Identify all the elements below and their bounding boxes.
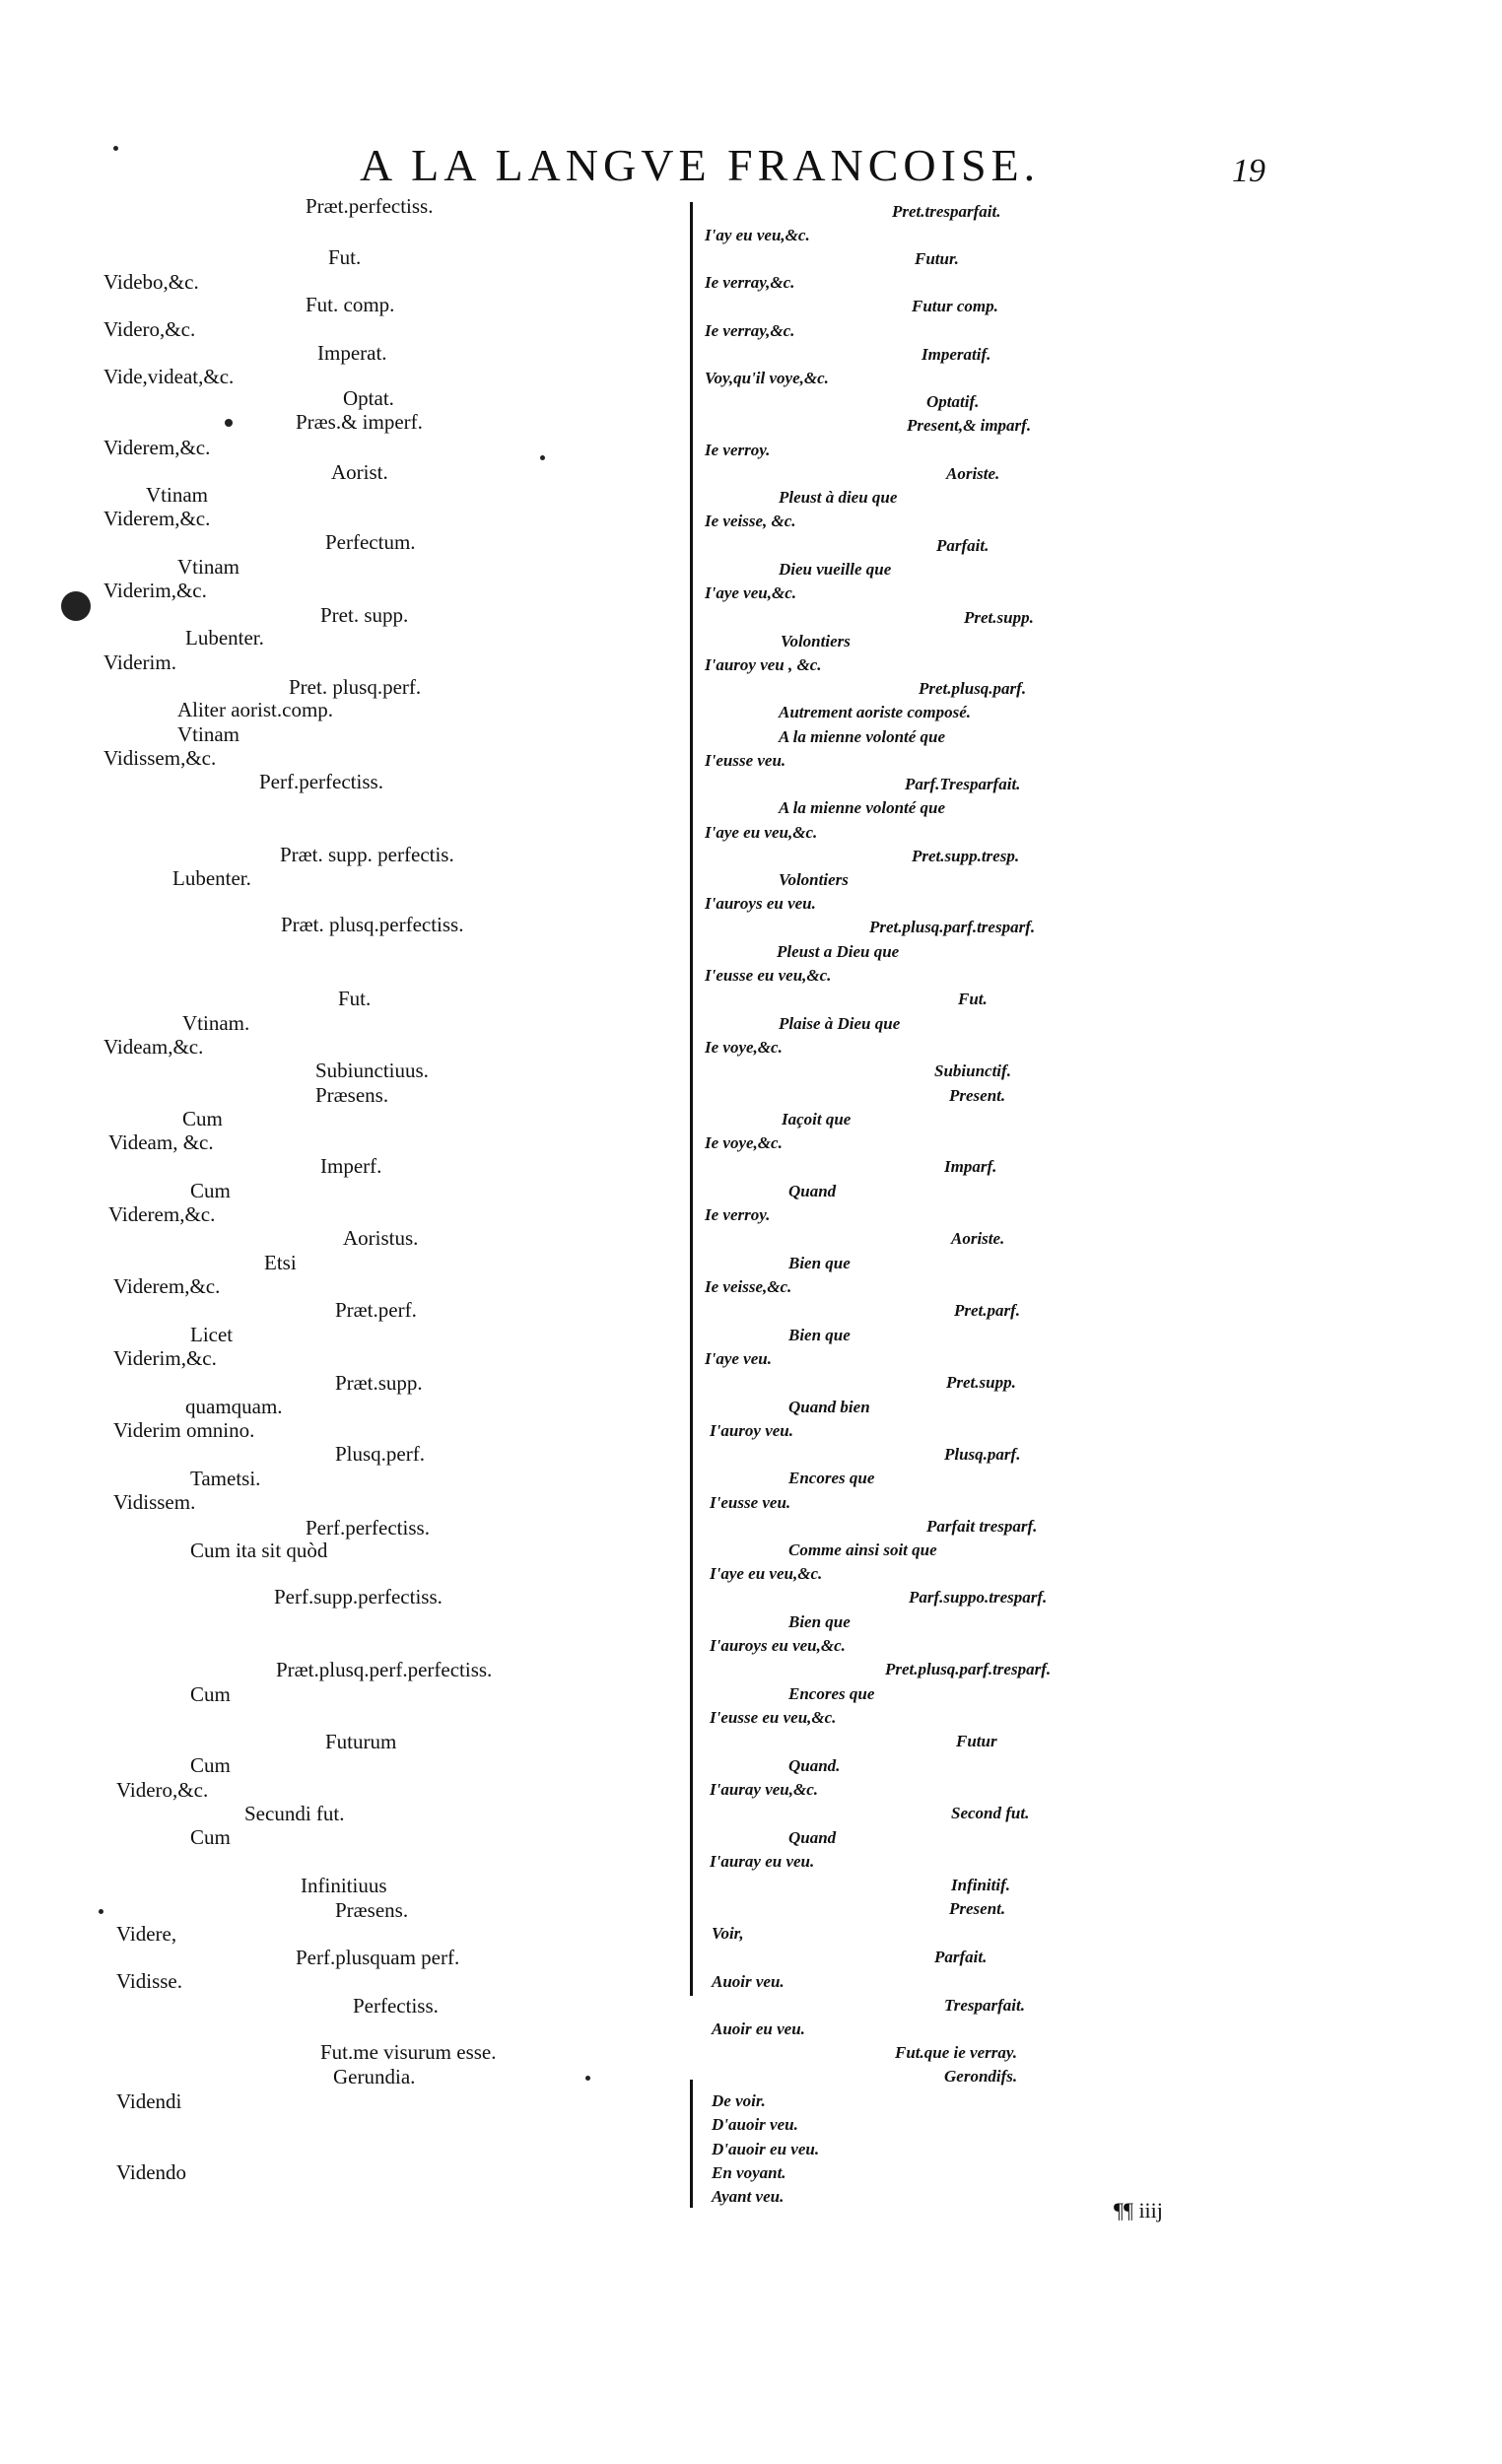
french-tense-heading: Tresparfait. [944, 1996, 1026, 2015]
latin-verb-form: Videre, [116, 1922, 177, 1946]
french-verb-form: I'auray eu veu. [710, 1852, 815, 1871]
french-tense-heading: Imperatif. [922, 345, 991, 364]
latin-verb-form: Vidissem. [113, 1490, 196, 1514]
french-verb-form: De voir. [712, 2091, 766, 2110]
french-verb-form: I'auroys eu veu. [705, 894, 816, 913]
latin-tense-heading: Fut. comp. [306, 293, 395, 316]
latin-verb-form: Viderim,&c. [103, 579, 207, 602]
french-tense-heading: Fut. [958, 990, 988, 1008]
french-verb-form: Ie verray,&c. [705, 321, 795, 340]
french-verb-form: A la mienne volonté que [779, 727, 946, 746]
french-tense-heading: Optatif. [926, 392, 980, 411]
french-verb-form: Volontiers [781, 632, 851, 650]
french-verb-form: Dieu vueille que [779, 560, 892, 579]
latin-verb-form: Vtinam [146, 483, 208, 507]
latin-tense-heading: Perfectum. [325, 530, 416, 554]
latin-tense-heading: Præsens. [315, 1083, 389, 1107]
french-tense-heading: Infinitif. [951, 1876, 1010, 1894]
french-verb-form: I'aye eu veu,&c. [710, 1564, 823, 1583]
french-tense-heading: Aoriste. [946, 464, 1000, 483]
latin-verb-form: Videbo,&c. [103, 270, 199, 294]
latin-tense-heading: Imperf. [320, 1154, 382, 1178]
french-verb-form: Ie verray,&c. [705, 273, 795, 292]
french-verb-form: I'eusse eu veu,&c. [705, 966, 832, 985]
french-tense-heading: Present. [949, 1086, 1006, 1105]
french-tense-heading: Pret.supp.tresp. [912, 847, 1020, 865]
latin-verb-form: quamquam. [185, 1395, 283, 1418]
french-verb-form: Ie voye,&c. [705, 1038, 783, 1057]
latin-tense-heading: Infinitiuus [301, 1874, 387, 1897]
french-verb-form: Voir, [712, 1924, 744, 1943]
french-tense-heading: Pret.plusq.parf. [919, 679, 1027, 698]
french-verb-form: I'auroy veu. [710, 1421, 793, 1440]
french-tense-heading: Present. [949, 1899, 1006, 1918]
latin-tense-heading: Perf.supp.perfectiss. [274, 1585, 443, 1608]
latin-verb-form: Videro,&c. [116, 1778, 209, 1802]
french-verb-form: Ie veisse, &c. [705, 512, 796, 530]
french-verb-form: Encores que [788, 1469, 875, 1487]
latin-tense-heading: Aorist. [331, 460, 388, 484]
latin-tense-heading: Præt.plusq.perf.perfectiss. [276, 1658, 493, 1681]
ink-dot [585, 2076, 590, 2081]
latin-verb-form: Etsi [264, 1251, 297, 1274]
latin-verb-form: Cum [190, 1682, 231, 1706]
latin-verb-form: Cum [190, 1179, 231, 1202]
ink-dot [225, 419, 233, 427]
latin-tense-heading: Perfectiss. [353, 1994, 439, 2018]
french-verb-form: I'aye veu,&c. [705, 583, 796, 602]
french-verb-form: I'eusse veu. [710, 1493, 791, 1512]
latin-tense-heading: Subiunctiuus. [315, 1059, 429, 1082]
latin-verb-form: Videndo [116, 2160, 187, 2184]
latin-tense-heading: Pret. supp. [320, 603, 409, 627]
latin-verb-form: Videndi [116, 2089, 182, 2113]
signature-mark: ¶¶ iiij [1114, 2198, 1163, 2223]
french-verb-form: Bien que [788, 1612, 851, 1631]
latin-verb-form: Licet [190, 1323, 234, 1346]
french-verb-form: I'auray veu,&c. [710, 1780, 819, 1799]
french-verb-form: Quand. [788, 1756, 841, 1775]
latin-verb-form: Viderim omnino. [113, 1418, 255, 1442]
french-verb-form: A la mienne volonté que [779, 798, 946, 817]
french-tense-heading: Parf.Tresparfait. [905, 775, 1021, 793]
latin-tense-heading: Præt.supp. [335, 1371, 423, 1395]
french-verb-form: Voy,qu'il voye,&c. [705, 369, 829, 387]
french-verb-form: D'auoir eu veu. [712, 2140, 820, 2158]
french-verb-form: Pleust a Dieu que [777, 942, 900, 961]
french-tense-heading: Pret.supp. [964, 608, 1034, 627]
page-number: 19 [1232, 153, 1265, 189]
latin-tense-heading: Fut. [338, 987, 372, 1010]
french-tense-heading: Futur [956, 1732, 997, 1750]
page-header-title: A LA LANGVE FRANCOISE. [360, 140, 1041, 190]
latin-tense-heading: Plusq.perf. [335, 1442, 425, 1466]
latin-verb-form: Tametsi. [190, 1467, 261, 1490]
latin-verb-form: Vtinam [177, 555, 239, 579]
french-tense-heading: Futur. [915, 249, 959, 268]
latin-verb-form: Videam, &c. [108, 1130, 214, 1154]
latin-tense-heading: Fut. [328, 245, 362, 269]
latin-verb-form: Viderim. [103, 650, 176, 674]
french-verb-form: I'auroy veu , &c. [705, 655, 822, 674]
latin-tense-heading: Præt.perfectiss. [306, 194, 434, 218]
latin-verb-form: Vidisse. [116, 1969, 182, 1993]
latin-verb-form: Viderem,&c. [113, 1274, 221, 1298]
french-verb-form: Autrement aoriste composé. [779, 703, 972, 721]
french-tense-heading: Second fut. [951, 1804, 1030, 1822]
french-verb-form: D'auoir veu. [712, 2115, 798, 2134]
latin-verb-form: Viderem,&c. [103, 436, 211, 459]
column-rule-middle [690, 1060, 693, 1996]
french-tense-heading: Pret.tresparfait. [892, 202, 1001, 221]
latin-verb-form: Vtinam [177, 722, 239, 746]
column-rule-upper [690, 202, 693, 1060]
latin-tense-heading: Præt. plusq.perfectiss. [281, 913, 464, 936]
latin-tense-heading: Secundi fut. [244, 1802, 345, 1825]
latin-tense-heading: Optat. [343, 386, 394, 410]
french-tense-heading: Pret.plusq.parf.tresparf. [869, 918, 1036, 936]
french-verb-form: I'eusse veu. [705, 751, 786, 770]
french-tense-heading: Aoriste. [951, 1229, 1005, 1248]
latin-verb-form: Lubenter. [185, 626, 264, 650]
french-verb-form: Bien que [788, 1254, 851, 1272]
latin-tense-heading: Pret. plusq.perf. [289, 675, 422, 699]
french-verb-form: Iaçoit que [782, 1110, 852, 1129]
ink-dot [540, 455, 545, 460]
latin-verb-form: Videam,&c. [103, 1035, 204, 1059]
latin-tense-heading: Præt. supp. perfectis. [280, 843, 454, 866]
latin-verb-form: Vidissem,&c. [103, 746, 217, 770]
latin-verb-form: Cum ita sit quòd [190, 1539, 328, 1562]
french-tense-heading: Pret.plusq.parf.tresparf. [885, 1660, 1052, 1678]
french-verb-form: Encores que [788, 1684, 875, 1703]
french-verb-form: Bien que [788, 1326, 851, 1344]
ink-dot [99, 1909, 103, 1914]
latin-tense-heading: Gerundia. [333, 2065, 416, 2088]
french-tense-heading: Imparf. [944, 1157, 997, 1176]
french-tense-heading: Gerondifs. [944, 2067, 1018, 2086]
french-verb-form: I'eusse eu veu,&c. [710, 1708, 837, 1727]
latin-verb-form: Cum [182, 1107, 223, 1130]
french-verb-form: Quand [788, 1828, 837, 1847]
ink-dot [113, 146, 118, 151]
latin-verb-form: Cum [190, 1753, 231, 1777]
latin-tense-heading: Aoristus. [343, 1226, 419, 1250]
french-verb-form: Quand bien [788, 1398, 870, 1416]
french-verb-form: I'aye veu. [705, 1349, 772, 1368]
latin-tense-heading: Perf.perfectiss. [306, 1516, 430, 1540]
latin-tense-heading: Fut.me visurum esse. [320, 2040, 497, 2064]
latin-verb-form: Vtinam. [182, 1011, 250, 1035]
latin-verb-form: Vide,videat,&c. [103, 365, 235, 388]
french-verb-form: Ie voye,&c. [705, 1133, 783, 1152]
column-rule-lower [690, 2080, 693, 2208]
latin-verb-form: Viderem,&c. [103, 507, 211, 530]
latin-tense-heading: Præt.perf. [335, 1298, 417, 1322]
french-verb-form: I'aye eu veu,&c. [705, 823, 818, 842]
french-tense-heading: Present,& imparf. [907, 416, 1032, 435]
french-tense-heading: Subiunctif. [934, 1061, 1011, 1080]
french-verb-form: Ie veisse,&c. [705, 1277, 792, 1296]
french-verb-form: En voyant. [712, 2163, 786, 2182]
latin-tense-heading: Perf.perfectiss. [259, 770, 383, 793]
french-verb-form: Volontiers [779, 870, 849, 889]
french-tense-heading: Parfait. [934, 1948, 988, 1966]
french-verb-form: Quand [788, 1182, 837, 1200]
french-verb-form: Plaise à Dieu que [779, 1014, 901, 1033]
french-verb-form: Comme ainsi soit que [788, 1540, 937, 1559]
latin-tense-heading: Præs.& imperf. [296, 410, 423, 434]
french-verb-form: I'ay eu veu,&c. [705, 226, 810, 244]
ink-blot [61, 591, 91, 621]
french-tense-heading: Fut.que ie verray. [895, 2043, 1018, 2062]
french-verb-form: Ie verroy. [705, 1205, 771, 1224]
french-tense-heading: Parf.suppo.tresparf. [909, 1588, 1048, 1607]
latin-tense-heading: Imperat. [317, 341, 387, 365]
latin-verb-form: Viderim,&c. [113, 1346, 217, 1370]
latin-verb-form: Cum [190, 1825, 231, 1849]
latin-tense-heading: Futurum [325, 1730, 397, 1753]
latin-tense-heading: Perf.plusquam perf. [296, 1946, 460, 1969]
french-verb-form: I'auroys eu veu,&c. [710, 1636, 846, 1655]
french-verb-form: Pleust à dieu que [779, 488, 898, 507]
french-tense-heading: Futur comp. [912, 297, 998, 315]
french-tense-heading: Parfait tresparf. [926, 1517, 1038, 1536]
latin-verb-form: Lubenter. [172, 866, 251, 890]
french-verb-form: Auoir veu. [712, 1972, 785, 1991]
latin-verb-form: Aliter aorist.comp. [177, 698, 334, 721]
french-verb-form: Auoir eu veu. [712, 2019, 805, 2038]
french-tense-heading: Plusq.parf. [944, 1445, 1021, 1464]
french-tense-heading: Pret.supp. [946, 1373, 1016, 1392]
french-verb-form: Ayant veu. [712, 2187, 785, 2206]
french-tense-heading: Pret.parf. [954, 1301, 1021, 1320]
latin-verb-form: Videro,&c. [103, 317, 196, 341]
latin-verb-form: Viderem,&c. [108, 1202, 216, 1226]
latin-tense-heading: Præsens. [335, 1898, 409, 1922]
french-tense-heading: Parfait. [936, 536, 990, 555]
french-verb-form: Ie verroy. [705, 441, 771, 459]
